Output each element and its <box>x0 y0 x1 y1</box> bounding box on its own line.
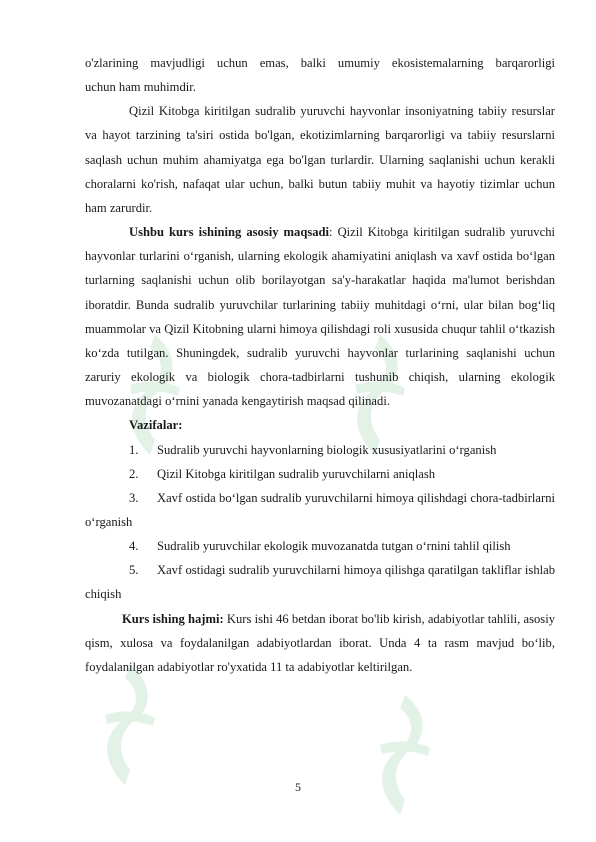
aim-heading: Ushbu kurs ishining asosiy maqsadi <box>129 225 330 240</box>
volume-text: Kurs ishi 46 betdan iborat bo'lib kirish, adabiyotlar tahlili, asosiy qism, xulosa va foydalanilgan adabiyotlardan iborat. Unda 4 ta rasm mavjud bo‘lib, foydalanilgan adabiyotlar ro'yxatida 11 ta adabiyotlar keltirilgan. <box>85 611 555 674</box>
list-item: 3. Xavf ostida bo‘lgan sudralib yuruvchilarni himoya qilishdagi chora-tadbirlarni o‘rganish <box>85 490 555 529</box>
document-body <box>85 51 555 679</box>
tasks-heading: Vazifalar: <box>129 418 183 433</box>
watermark-logo-icon <box>95 660 165 790</box>
paragraph-red-book: Qizil Kitobga kiritilgan sudralib yuruvchi hayvonlar insoniyatning tabiiy resurslar va hayot tarzining ta'siri ostida bo'lgan, ekotizimlarning barqarorligi va tabiiy resurslarni saqlash uchun muhim ahamiyatga ega bo'lgan turlardir. Ularning saqlanishi uchun kerakli choralarni ko'rish, nafaqat ular uchun, balki butun tabiiy muhit va hayotiy tizimlar uchun ham zarurdir. <box>85 104 555 215</box>
list-item: 1. Sudralib yuruvchi hayvonlarning biologik xususiyatlarini o‘rganish <box>129 442 497 457</box>
paragraph-volume <box>85 607 555 679</box>
volume-heading: Kurs ishing hajmi: <box>122 611 224 626</box>
page-number: 5 <box>295 780 301 794</box>
list-item: 5. Xavf ostidagi sudralib yuruvchilarni himoya qilishga qaratilgan takliflar ishlab chiqish <box>85 563 555 602</box>
watermark-logo-icon <box>370 690 440 820</box>
paragraph-aim <box>85 220 555 413</box>
continuation-line: uchun ham muhimdir. <box>85 80 196 95</box>
list-item: 4. Sudralib yuruvchilar ekologik muvozanatda tutgan o‘rnini tahlil qilish <box>129 539 511 554</box>
continuation-line: o'zlarining mavjudligi uchun emas, balki umumiy ekosistemalarning barqarorligi <box>85 56 555 70</box>
aim-text: : Qizil Kitobga kiritilgan sudralib yuruvchi hayvonlar turlarini o‘rganish, ularning ekologik ahamiyatini aniqlash va xavf ostida bo‘lgan turlarning saqlanishi uchun olib borilayotgan sa'y-harakatlar haqida ma'lumot berishdan iboratdir. Bunda sudralib yuruvchilar turlarining tabiiy muhitdagi o‘rni, ular bilan bog‘liq muammolar va Qizil Kitobning ularni himoya qilishdagi roli xususida chuqur tahlil o‘tkazish ko‘zda tutilgan. Shuningdek, sudralib yuruvchi hayvonlar turlarining saqlanishi uchun zaruriy ekologik va biologik chora-tadbirlarni tushunib chiqish, ularning ekologik muvozanatdagi o‘rnini yanada kengaytirish maqsad qilinadi. <box>85 225 555 409</box>
list-item: 2. Qizil Kitobga kiritilgan sudralib yuruvchilarni aniqlash <box>129 466 436 481</box>
